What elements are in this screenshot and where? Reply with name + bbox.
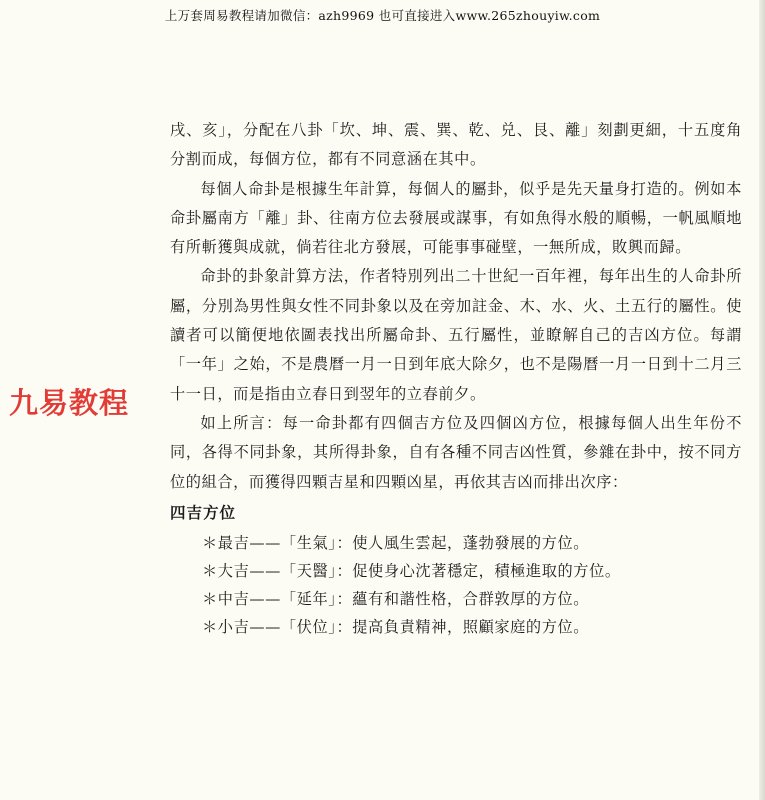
paragraph-2: 每個人命卦是根據生年計算，每個人的屬卦，似乎是先天量身打造的。例如本命卦屬南方「離」卦、往南方位去發展或謀事，有如魚得水般的順暢，一帆風順地有所斬獲與成就，倘若往北方發展，可能事事碰壁，一無所成，敗興而歸。 [170,179,742,257]
list-item: ＊最吉——「生氣」：使人風生雲起，蓬勃發展的方位。 [202,533,590,552]
header-banner: 上万套周易教程请加微信：azh9969 也可直接进入www.265zhouyiw.com [164,8,601,23]
paragraph-1: 戌、亥」，分配在八卦「坎、坤、震、巽、乾、兑、艮、離」刻劃更細，十五度角分割而成，每個方位，都有不同意涵在其中。 [170,121,742,169]
page-edge [759,0,765,800]
list-item: ＊大吉——「天醫」：促使身心沈著穩定，積極進取的方位。 [202,561,621,580]
list-item: ＊中吉——「延年」：蘊有和諧性格，合群敦厚的方位。 [202,589,590,608]
paragraph-3: 命卦的卦象計算方法，作者特別列出二十世紀一百年裡，每年出生的人命卦所屬，分別為男性與女性不同卦象以及在旁加註金、木、水、火、土五行的屬性。使讀者可以簡便地依圖表找出所屬命卦、五行屬性，並瞭解自己的吉凶方位。每謂「一年」之始，不是農曆一月一日到年底大除夕，也不是陽曆一月一日到十二月三十一日，而是指由立春日到翌年的立春前夕。 [170,267,742,403]
auspicious-list [170,529,742,641]
section-title: 四吉方位 [170,503,237,522]
watermark-logo: 九易教程 [9,386,130,420]
page-content [170,116,742,641]
list-item: ＊小吉——「伏位」：提高負責精神，照顧家庭的方位。 [202,617,590,636]
paragraph-4: 如上所言：每一命卦都有四個吉方位及四個凶方位，根據每個人出生年份不同，各得不同卦象，其所得卦象，自有各種不同吉凶性質，參雜在卦中，按不同方位的組合，而獲得四顆吉星和四顆凶星，再依其吉凶而排出次序： [170,413,742,491]
